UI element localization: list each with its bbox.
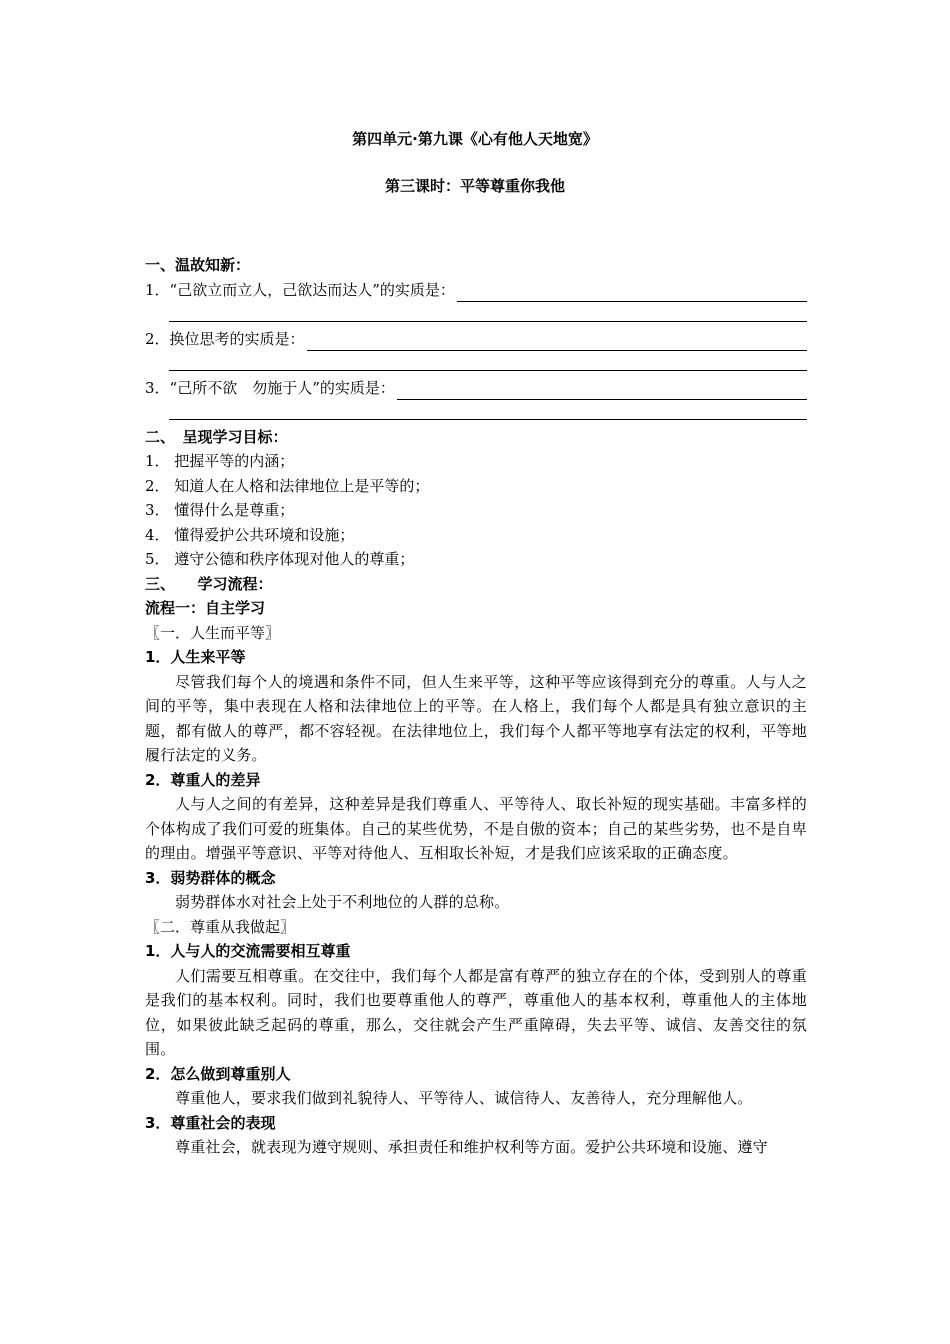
- question-2: [145, 327, 807, 352]
- objective-item: 1． 把握平等的内涵；: [145, 452, 295, 470]
- flow-heading: 流程一：自主学习: [145, 599, 266, 617]
- section-heading-review: 一、温故知新：: [145, 256, 251, 274]
- answer-line-1[interactable]: [457, 283, 807, 302]
- part-label-equality: 〖一．人生而平等〗: [145, 623, 281, 642]
- point-title: 2．怎么做到尊重别人: [145, 1064, 291, 1083]
- question-3: [145, 376, 807, 401]
- answer-line-3[interactable]: [397, 381, 807, 400]
- answer-line-2b[interactable]: [169, 351, 807, 376]
- point-text: 人们需要互相尊重。在交往中，我们每个人都是富有尊严的独立存在的个体，受到别人的尊重是我们的基本权利。同时，我们也要尊重他人的尊严，尊重他人的基本权利，尊重他人的主体地位，如果彼此缺乏起码的尊重，那么，交往就会产生严重障碍，失去平等、诚信、友善交往的氛围。: [145, 966, 807, 1058]
- point-title: 2．尊重人的差异: [145, 770, 261, 789]
- point-title: 1．人生来平等: [145, 648, 246, 666]
- point-text: 尊重社会，就表现为遵守规则、承担责任和维护权利等方面。爱护公共环境和设施、遵守: [175, 1138, 768, 1156]
- answer-line-3b[interactable]: [169, 400, 807, 425]
- section-heading-process: 三、 学习流程：: [145, 574, 273, 593]
- document-body: [145, 253, 807, 1160]
- question-1-text: 1．“己欲立而立人，己欲达而达人”的实质是：: [145, 280, 455, 299]
- part-label-respect: 〖二．尊重从我做起〗: [145, 917, 296, 936]
- question-1: [145, 278, 807, 303]
- point-text: 人与人之间的有差异，这种差异是我们尊重人、平等待人、取长补短的现实基础。丰富多样的个体构成了我们可爱的班集体。自己的某些优势，不是自傲的资本；自己的某些劣势，也不是自卑的理由。增强平等意识、平等对待他人、互相取长补短，才是我们应该采取的正确态度。: [145, 795, 807, 862]
- point-title: 3．弱势群体的概念: [145, 868, 276, 887]
- point-text: 尽管我们每个人的境遇和条件不同，但人生来平等，这种平等应该得到充分的尊重。人与人之间的平等，集中表现在人格和法律地位上的平等。在人格上，我们每个人都是具有独立意识的主题，都有做人的尊严，都不容轻视。在法律地位上，我们每个人都平等地享有法定的权利，平等地履行法定的义务。: [145, 672, 807, 764]
- objective-item: 3． 懂得什么是尊重；: [145, 501, 295, 519]
- objective-item: 5． 遵守公德和秩序体现对他人的尊重；: [145, 550, 415, 568]
- objective-item: 2． 知道人在人格和法律地位上是平等的；: [145, 476, 430, 495]
- question-3-text: 3．“己所不欲 勿施于人”的实质是：: [145, 378, 395, 397]
- point-text: 弱势群体水对社会上处于不利地位的人群的总称。: [175, 893, 510, 911]
- answer-line-1b[interactable]: [169, 302, 807, 327]
- point-title: 1．人与人的交流需要相互尊重: [145, 942, 351, 960]
- document-title: 第四单元·第九课《心有他人天地宽》: [352, 130, 598, 148]
- document-subtitle: 第三课时：平等尊重你我他: [384, 177, 565, 195]
- section-heading-objectives: 二、 呈现学习目标：: [145, 427, 288, 446]
- point-text: 尊重他人，要求我们做到礼貌待人、平等待人、诚信待人、友善待人，充分理解他人。: [175, 1089, 753, 1107]
- question-2-text: 2．换位思考的实质是：: [145, 329, 305, 348]
- objective-item: 4． 懂得爱护公共环境和设施；: [145, 525, 355, 544]
- point-title: 3．尊重社会的表现: [145, 1113, 276, 1132]
- answer-line-2[interactable]: [307, 332, 807, 351]
